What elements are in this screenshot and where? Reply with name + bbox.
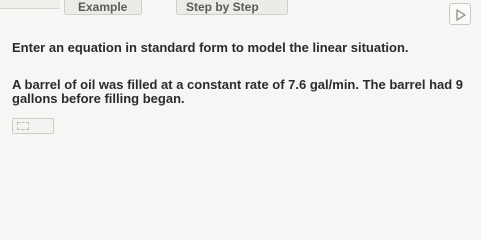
tab-step-by-step[interactable]: Step by Step xyxy=(176,0,288,15)
play-button[interactable] xyxy=(449,3,471,25)
answer-input[interactable] xyxy=(12,118,54,134)
tab-previous-partial[interactable] xyxy=(0,0,60,9)
play-icon xyxy=(456,9,466,21)
instruction-text: Enter an equation in standard form to model the linear situation. xyxy=(12,40,409,55)
tab-bar xyxy=(0,0,481,16)
tab-example[interactable]: Example xyxy=(64,0,142,15)
problem-text: A barrel of oil was filled at a constant rate of 7.6 gal/min. The barrel had 9 gallons before filling began. xyxy=(12,77,464,106)
answer-placeholder-box xyxy=(17,122,29,130)
